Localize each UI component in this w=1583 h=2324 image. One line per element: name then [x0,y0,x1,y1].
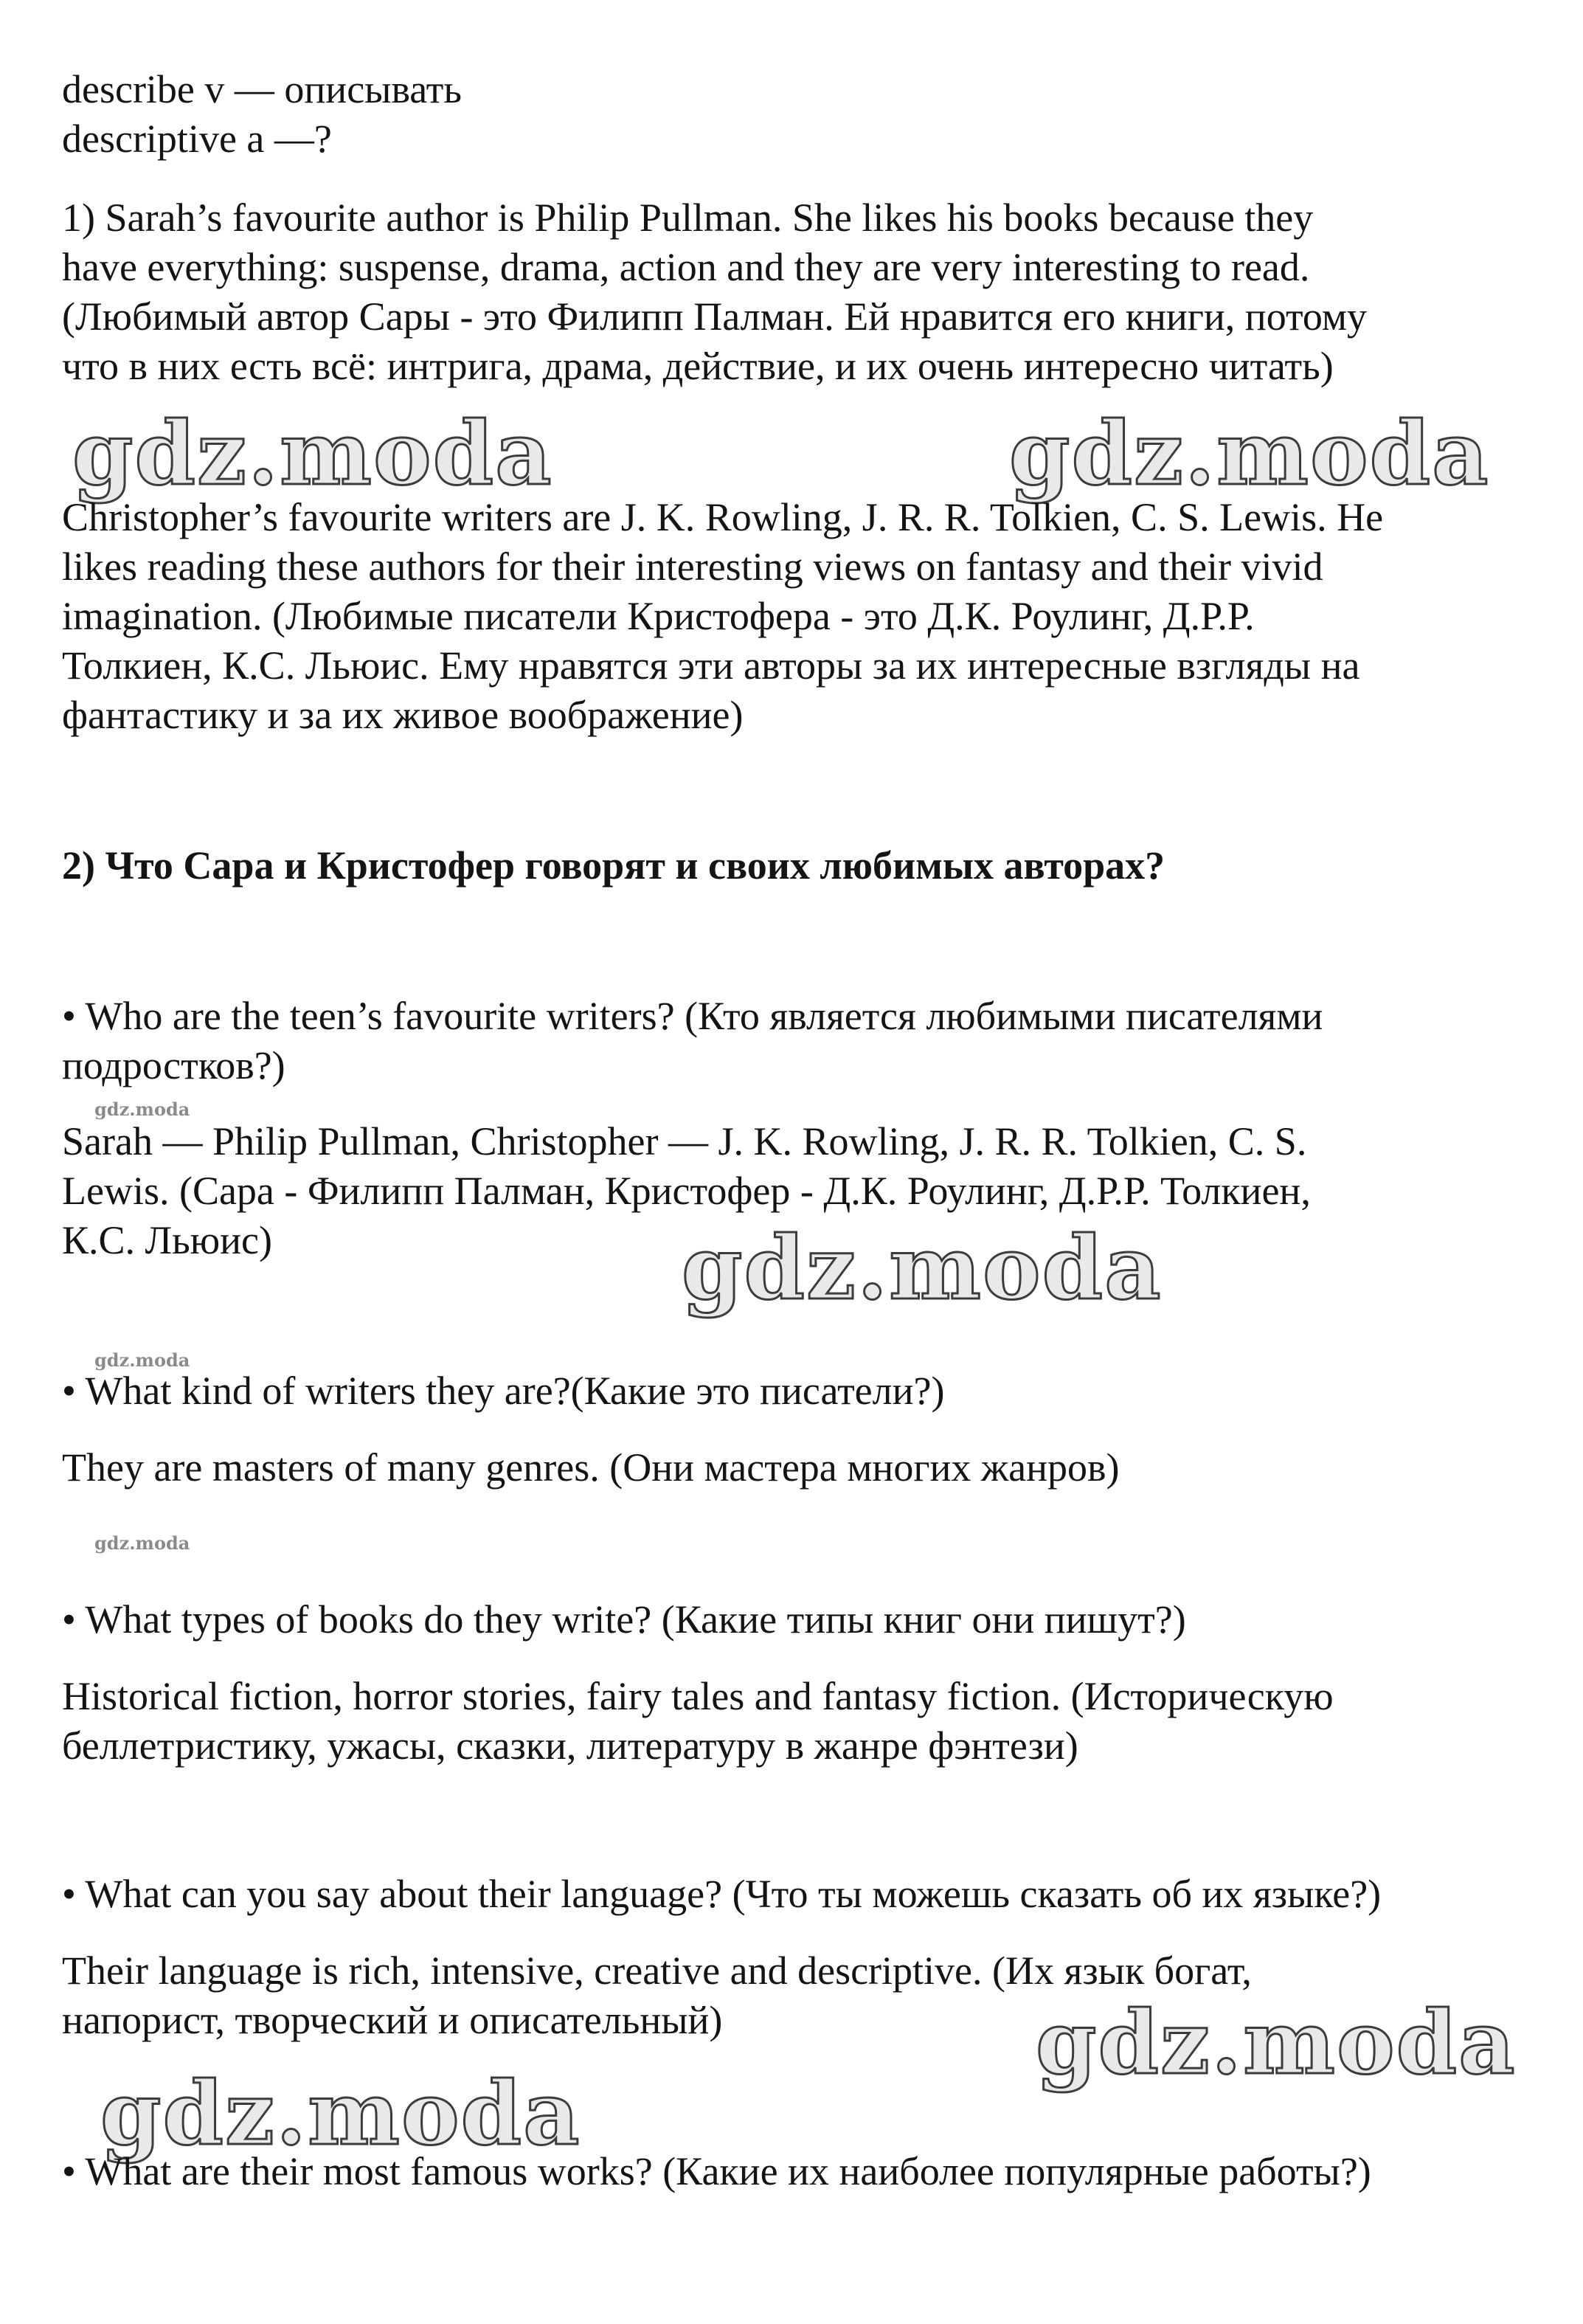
question-kind-of-writers: • What kind of writers they are?(Какие это писатели?) [62,1369,945,1413]
watermark-small: gdz.moda [94,1532,190,1554]
question-types-of-books: • What types of books do they write? (Какие типы книг они пишут?) [62,1597,1186,1642]
answer-kind-of-writers: They are masters of many genres. (Они мастера многих жанров) [62,1445,1120,1490]
watermark-logo: gdz.moda [1036,1991,1517,2094]
watermark-logo: gdz.moda [100,2062,581,2165]
question-favourite-writers: • Who are the teen’s favourite writers? (Кто является любимыми писателями подростков?) [62,994,1323,1087]
answer-language: Their language is rich, intensive, creative and descriptive. (Их язык богат, напорист, творческий и описательный) [62,1948,1252,2042]
answer-types-of-books: Historical fiction, horror stories, fairy tales and fantasy fiction. (Историческую беллетристику, ужасы, сказки, литературу в жанре фэнтези) [62,1674,1334,1768]
section-heading-2: 2) Что Сара и Кристофер говорят и своих любимых авторах? [62,843,1165,888]
watermark-small: gdz.moda [94,1349,190,1371]
watermark-logo: gdz.moda [1009,402,1490,505]
answer-1-sarah: 1) Sarah’s favourite author is Philip Pullman. She likes his books because they have everything: suspense, drama, action and they are very interesting to read. (Любимый автор Сары - это Филипп Палман. Ей нравится его книги, потому что в них есть всё: интрига, драма, действие, и их очень интересно читать) [62,196,1368,388]
watermark-logo: gdz.moda [682,1217,1163,1319]
watermark-logo: gdz.moda [72,402,553,505]
answer-favourite-writers: Sarah — Philip Pullman, Christopher — J. K. Rowling, J. R. R. Tolkien, C. S. Lewis. (Сара - Филипп Палман, Кристофер - Д.К. Роулинг, Д.Р.Р. Толкиен, К.С. Льюис) [62,1119,1311,1262]
vocab-note: describe v — описывать descriptive a —? [62,67,463,161]
answer-1-christopher: Christopher’s favourite writers are J. K. Rowling, J. R. R. Tolkien, C. S. Lewis. He likes reading these authors for their interesting views on fantasy and their vivid imagination. (Любимые писатели Кристофера - это Д.К. Роулинг, Д.Р.Р. Толкиен, К.С. Льюис. Ему нравятся эти авторы за их интересные взгляды на фантастику и за их живое воображение) [62,495,1384,737]
watermark-small: gdz.moda [94,1099,190,1120]
question-language: • What can you say about their language? (Что ты можешь сказать об их языке?) [62,1872,1382,1916]
question-famous-works: • What are their most famous works? (Какие их наиболее популярные работы?) [62,2149,1371,2193]
